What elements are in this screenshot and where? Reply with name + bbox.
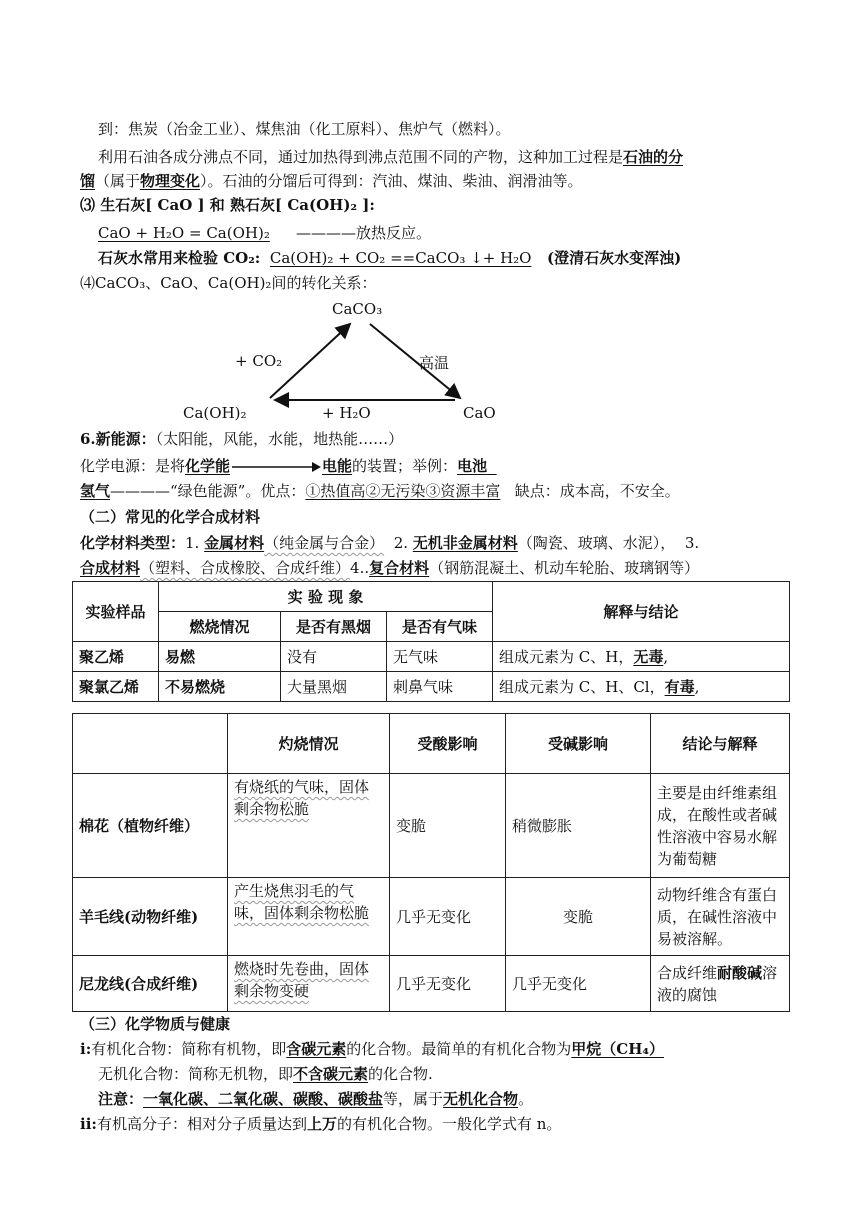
label-add-h2o: + H₂O [322,404,371,422]
text-line: 氢气————“绿色能源”。优点：①热值高②无污染③资源丰富 缺点：成本高，不安全。 [80,482,680,500]
text-line: 无机化合物：简称无机物，即不含碳元素的化合物. [98,1065,433,1083]
label-add-co2: + CO₂ [235,352,283,370]
header-acid: 受酸影响 [390,714,506,774]
text-line: 到：焦炭（冶金工业）、煤焦油（化工原料）、焦炉气（燃料）。 [98,120,511,138]
label-cao: CaO [463,404,496,422]
table-row: 尼龙线(合成纤维) 燃烧时先卷曲，固体剩余物变硬 几乎无变化 几乎无变化 合成纤维耐酸碱溶液的腐蚀 [73,956,790,1012]
label-high-temp: 高温 [419,354,450,372]
header-phenomenon: 实 验 现 象 [159,582,493,612]
text-line: 馏（属于物理变化）。石油的分馏后可得到：汽油、煤油、柴油、润滑油等。 [80,172,583,190]
header-burn: 燃烧情况 [159,612,281,642]
header-base: 受碱影响 [506,714,651,774]
header-burn: 灼烧情况 [228,714,390,774]
section-heading: （三）化学物质与健康 [80,1015,231,1033]
table-row: 羊毛线(动物纤维) 产生烧焦羽毛的气味，固体剩余物松脆 几乎无变化 变脆 动物纤维含有蛋白质，在碱性溶液中易被溶解。 [73,878,790,956]
label-caco3: CaCO₃ [332,300,383,318]
plastics-table [72,581,790,702]
conversion-diagram [175,300,515,425]
table-row: 棉花（植物纤维） 有烧纸的气味，固体剩余物松脆 变脆 稍微膨胀 主要是由纤维素组成，在酸性或者碱性溶液中容易水解为葡萄糖 [73,774,790,878]
header-blank [73,714,228,774]
text-line: 注意：一氧化碳、二氧化碳、碳酸、碳酸盐等，属于无机化合物。 [98,1090,534,1108]
table-row: 聚氯乙烯 不易燃烧 大量黑烟 刺鼻气味 组成元素为 C、H、Cl，有毒, [73,672,790,702]
text-line: ii:有机高分子：相对分子质量达到上万的有机化合物。一般化学式有 n。 [80,1115,562,1133]
text-line: i:有机化合物：简称有机物，即含碳元素的化合物。最简单的有机化合物为甲烷（CH₄） [80,1040,664,1058]
section-heading: ⑶ 生石灰[ CaO ] 和 熟石灰[ Ca(OH)₂ ]: [80,196,375,214]
header-smell: 是否有气味 [387,612,493,642]
label-caoh2: Ca(OH)₂ [183,404,247,422]
text-line: 化学电源：是将化学能 电能的装置；举例：电池 [80,457,488,475]
header-conclusion: 结论与解释 [651,714,790,774]
text-line: 6.新能源：（太阳能，风能，水能，地热能……） [80,430,404,448]
text-line: 合成材料（塑料、合成橡胶、合成纤维）4..复合材料（钢筋混凝土、机动车轮胎、玻璃钢等） [80,559,700,577]
text-line: CaO + H₂O = Ca(OH)₂ ————放热反应。 [98,224,432,242]
section-heading: （二）常见的化学合成材料 [80,508,261,526]
header-sample: 实验样品 [73,582,159,642]
header-smoke: 是否有黑烟 [281,612,387,642]
text-line: 石灰水常用来检验 CO₂: Ca(OH)₂ + CO₂ ==CaCO₃ ↓+ H₂O (澄清石灰水变浑浊) [98,249,682,267]
right-arrow-icon [230,461,322,473]
fibers-table [72,713,790,1012]
text-line: ⑷CaCO₃、CaO、Ca(OH)₂间的转化关系： [80,274,377,292]
header-conclusion: 解释与结论 [493,582,790,642]
table-row: 聚乙烯 易燃 没有 无气味 组成元素为 C、H，无毒, [73,642,790,672]
text-line: 化学材料类型：1. 金属材料（纯金属与合金） 2. 无机非金属材料（陶瓷、玻璃、水泥）， 3. [80,534,700,552]
text-line: 利用石油各成分沸点不同，通过加热得到沸点范围不同的产物，这种加工过程是石油的分 [98,148,684,166]
